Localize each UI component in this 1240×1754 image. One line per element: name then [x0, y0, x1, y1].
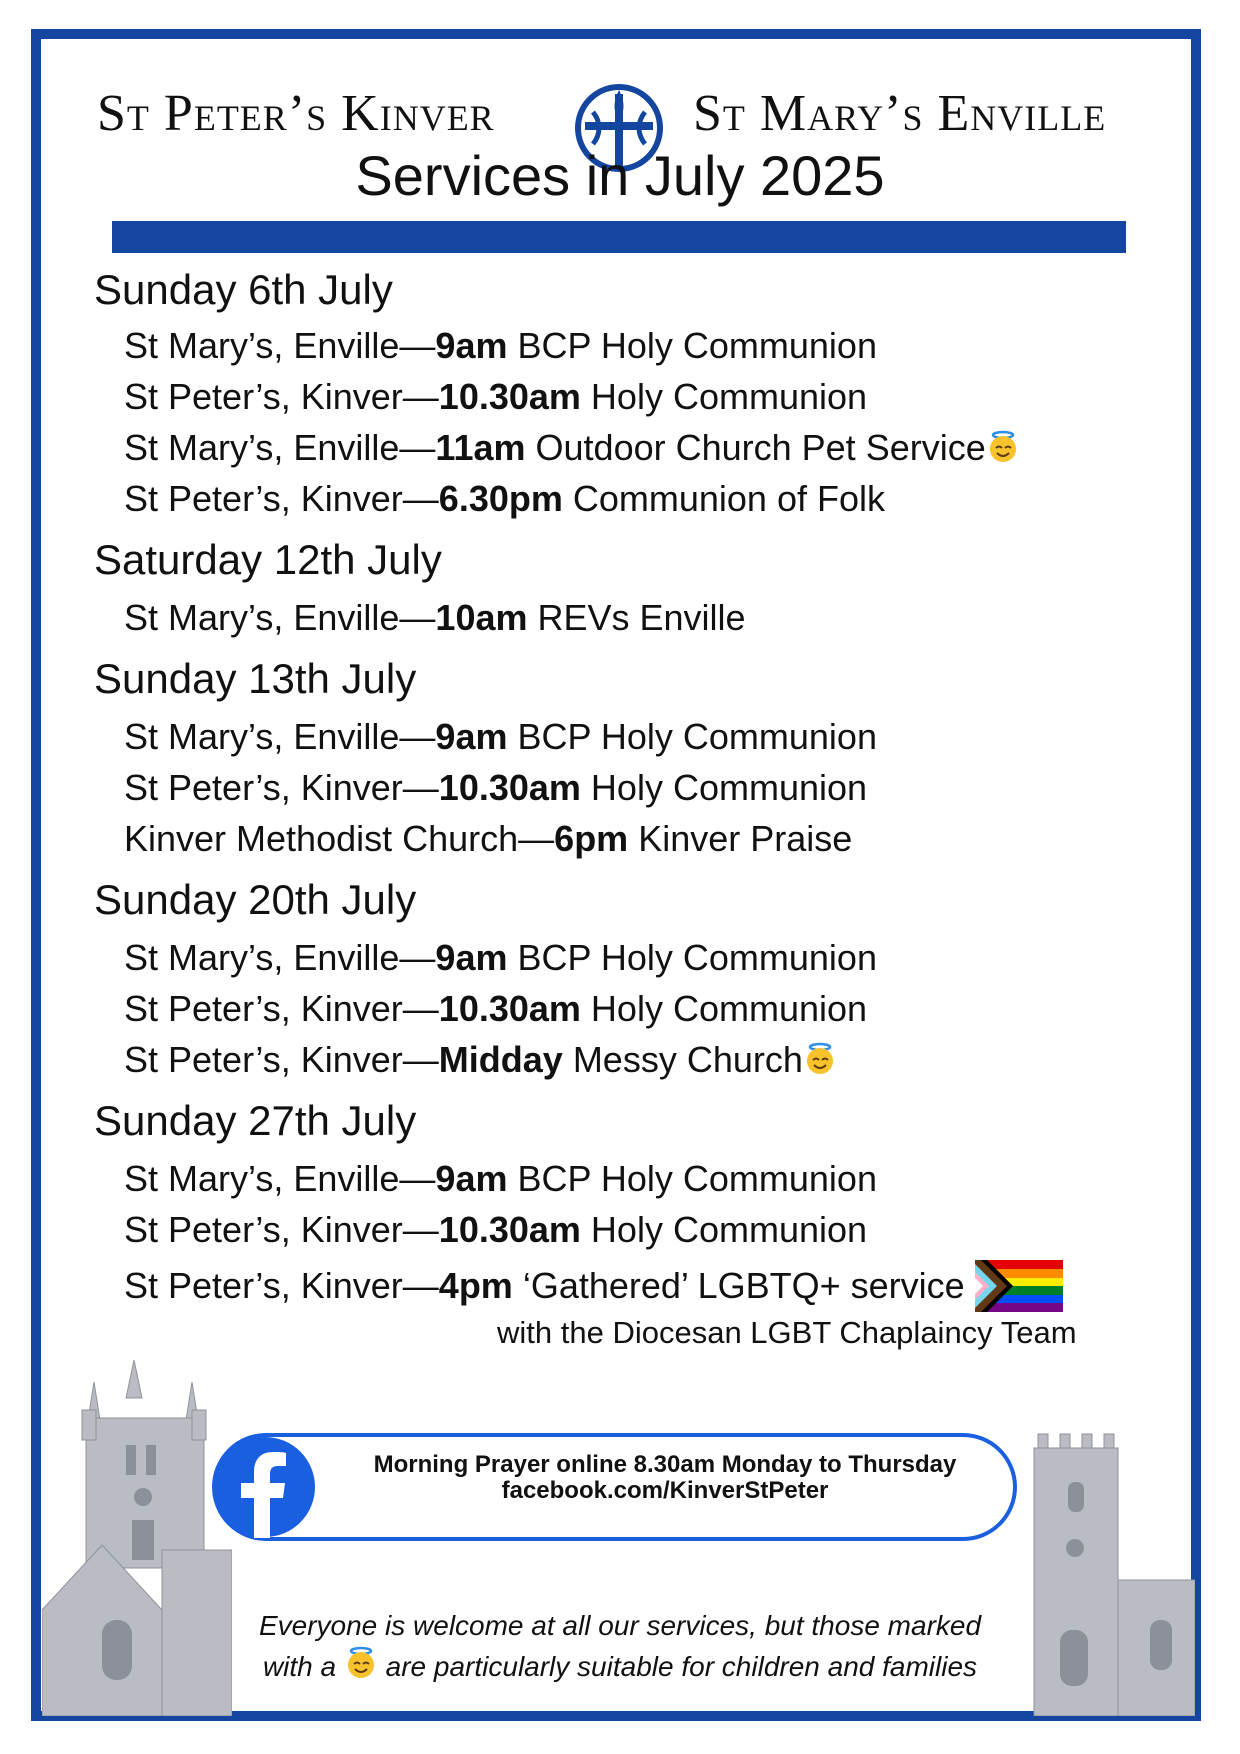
service-line: St Peter’s, Kinver—6.30pm Communion of Folk — [124, 478, 885, 519]
service-line: St Mary’s, Enville—9am BCP Holy Communion — [124, 325, 877, 366]
service-line: St Mary’s, Enville—9am BCP Holy Communion — [124, 937, 877, 978]
page-title: Services in July 2025 — [355, 144, 885, 207]
welcome-message — [200, 1605, 1040, 1687]
day-heading: Sunday 13th July — [94, 655, 417, 702]
progress-pride-flag-icon — [975, 1260, 1063, 1312]
service-line: St Peter’s, Kinver—Midday Messy Church — [124, 1039, 837, 1081]
facebook-url[interactable]: facebook.com/KinverStPeter — [501, 1477, 829, 1504]
service-line: St Peter’s, Kinver—10.30am Holy Communion — [124, 988, 868, 1029]
facebook-banner-text — [330, 1452, 1000, 1504]
welcome-line-1: Everyone is welcome at all our services, but those marked — [258, 1610, 982, 1641]
halo-emoji-icon — [344, 1646, 378, 1680]
halo-emoji-icon — [803, 1042, 837, 1076]
day-heading: Sunday 20th July — [94, 876, 417, 923]
service-line: St Peter’s, Kinver—4pm ‘Gathered’ LGBTQ+ service — [124, 1260, 1063, 1312]
service-line: St Mary’s, Enville—11am Outdoor Church Pet Service — [124, 427, 1020, 469]
service-line: St Mary’s, Enville—9am BCP Holy Communion — [124, 1158, 877, 1199]
service-line: St Peter’s, Kinver—10.30am Holy Communion — [124, 1209, 868, 1250]
service-line: Kinver Methodist Church—6pm Kinver Praise — [124, 818, 853, 859]
service-line: St Mary’s, Enville—10am REVs Enville — [124, 597, 746, 638]
service-line: St Peter’s, Kinver—10.30am Holy Communion — [124, 767, 868, 808]
morning-prayer-line: Morning Prayer online 8.30am Monday to Thursday — [373, 1451, 957, 1478]
header — [0, 72, 1240, 152]
welcome-line-2: with a are particularly suitable for children and families — [200, 1646, 1040, 1687]
service-line: St Peter’s, Kinver—10.30am Holy Communion — [124, 376, 868, 417]
service-line: St Mary’s, Enville—9am BCP Holy Communion — [124, 716, 877, 757]
day-heading: Sunday 27th July — [94, 1097, 417, 1144]
day-heading: Saturday 12th July — [94, 536, 442, 583]
facebook-icon[interactable] — [214, 1436, 316, 1538]
st-peters-kinver-name: St Peter’s Kinver — [97, 85, 495, 142]
chaplaincy-note: with the Diocesan LGBT Chaplaincy Team — [497, 1315, 1077, 1350]
title-rule — [112, 221, 1126, 253]
day-heading: Sunday 6th July — [94, 266, 393, 313]
halo-emoji-icon — [986, 430, 1020, 464]
st-marys-enville-name: St Mary’s Enville — [693, 85, 1107, 142]
